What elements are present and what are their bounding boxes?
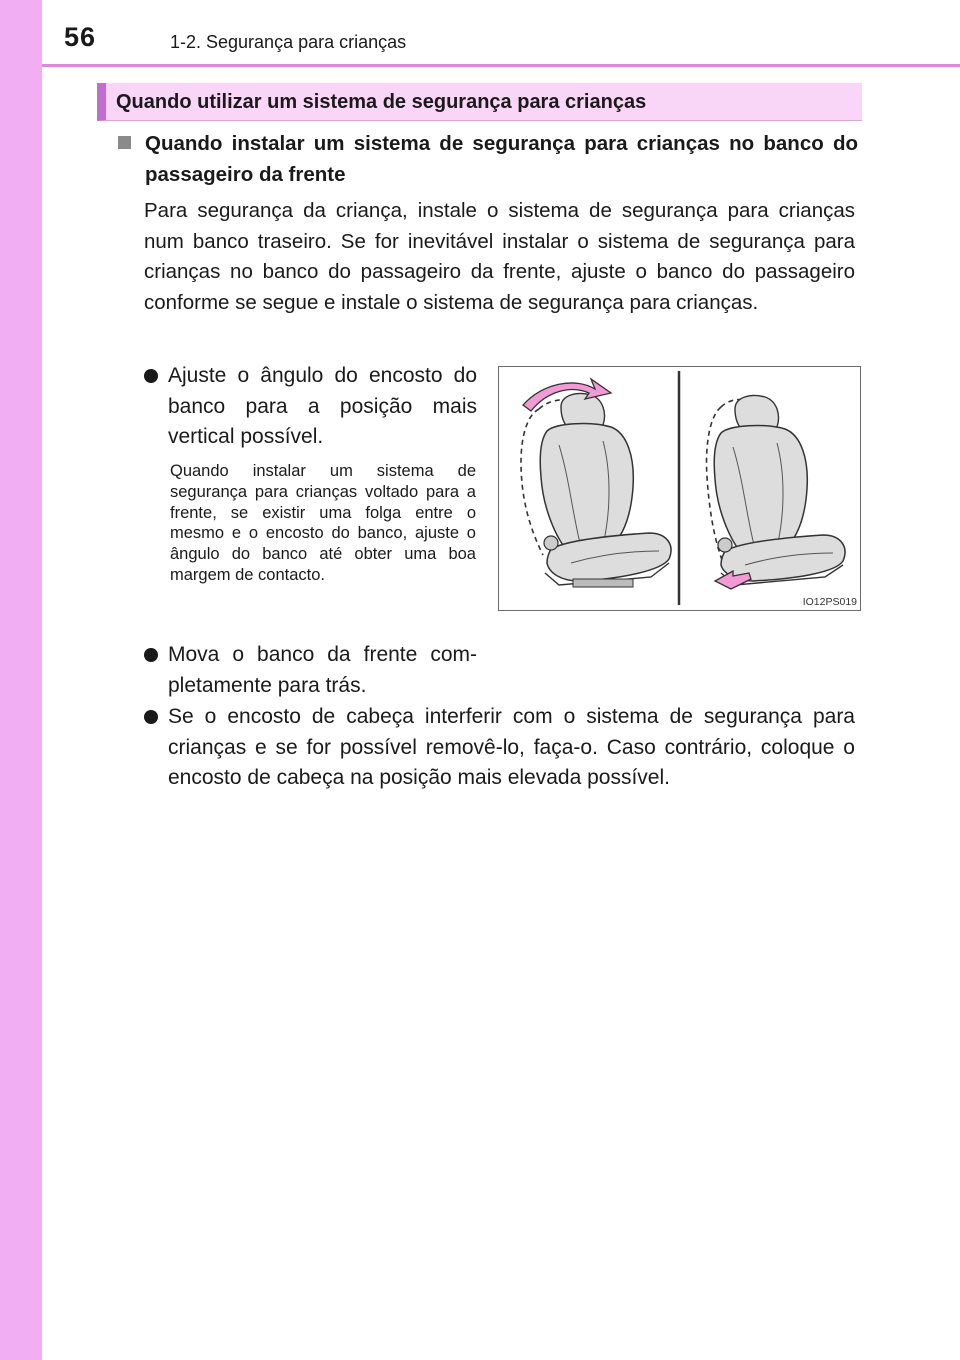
square-bullet-icon [118,136,131,149]
side-color-band [0,0,42,1360]
bullet-text: Mova o banco da frente completamente para trás. [168,643,477,697]
header-divider [42,64,960,67]
bullet-dot-icon [144,710,158,724]
seat-right-icon [707,396,845,590]
subsection-heading-text: Quando instalar um sistema de segurança para crianças no banco do passageiro da frente [145,132,858,186]
bullet-text: Se o encosto de cabeça interferir com o sistema de segurança para crianças e se for possível removê-lo, faça-o. Caso contrário, coloque o encosto de cabeça na posição mais elevada possível. [168,705,855,789]
seat-left-icon [521,379,671,587]
bullet-dot-icon [144,369,158,383]
figure-code: IO12PS019 [802,596,857,608]
bullet-text: Ajuste o ângulo do encosto do banco para a posição mais vertical possível. [168,364,477,448]
bullet-item [144,361,477,453]
seat-adjustment-illustration [498,366,861,611]
bullet-item [144,640,477,701]
bullet-dot-icon [144,648,158,662]
intro-paragraph: Para segurança da criança, instale o sistema de segurança para crianças num banco traseiro. Se for inevitável instalar o sistema de segurança para crianças no banco do passageiro da frente, ajuste o banco do passageiro conforme se segue e instale o sistema de segurança para crianças. [144,199,855,314]
section-title: Quando utilizar um sistema de segurança para crianças [116,91,647,113]
chapter-title: 1-2. Segurança para crianças [170,32,407,52]
seat-illustration-svg [499,367,859,609]
note-text: Quando instalar um sistema de segurança para crianças voltado para a frente, se existir uma folga entre o mesmo e o encosto do banco, ajuste o ângulo do banco até obter uma boa margem de contacto. [170,462,476,584]
subsection-heading [118,128,858,190]
bullet-item [144,702,855,794]
page-header [0,0,960,68]
section-heading-bar [97,83,862,121]
page-number: 56 [64,22,97,52]
